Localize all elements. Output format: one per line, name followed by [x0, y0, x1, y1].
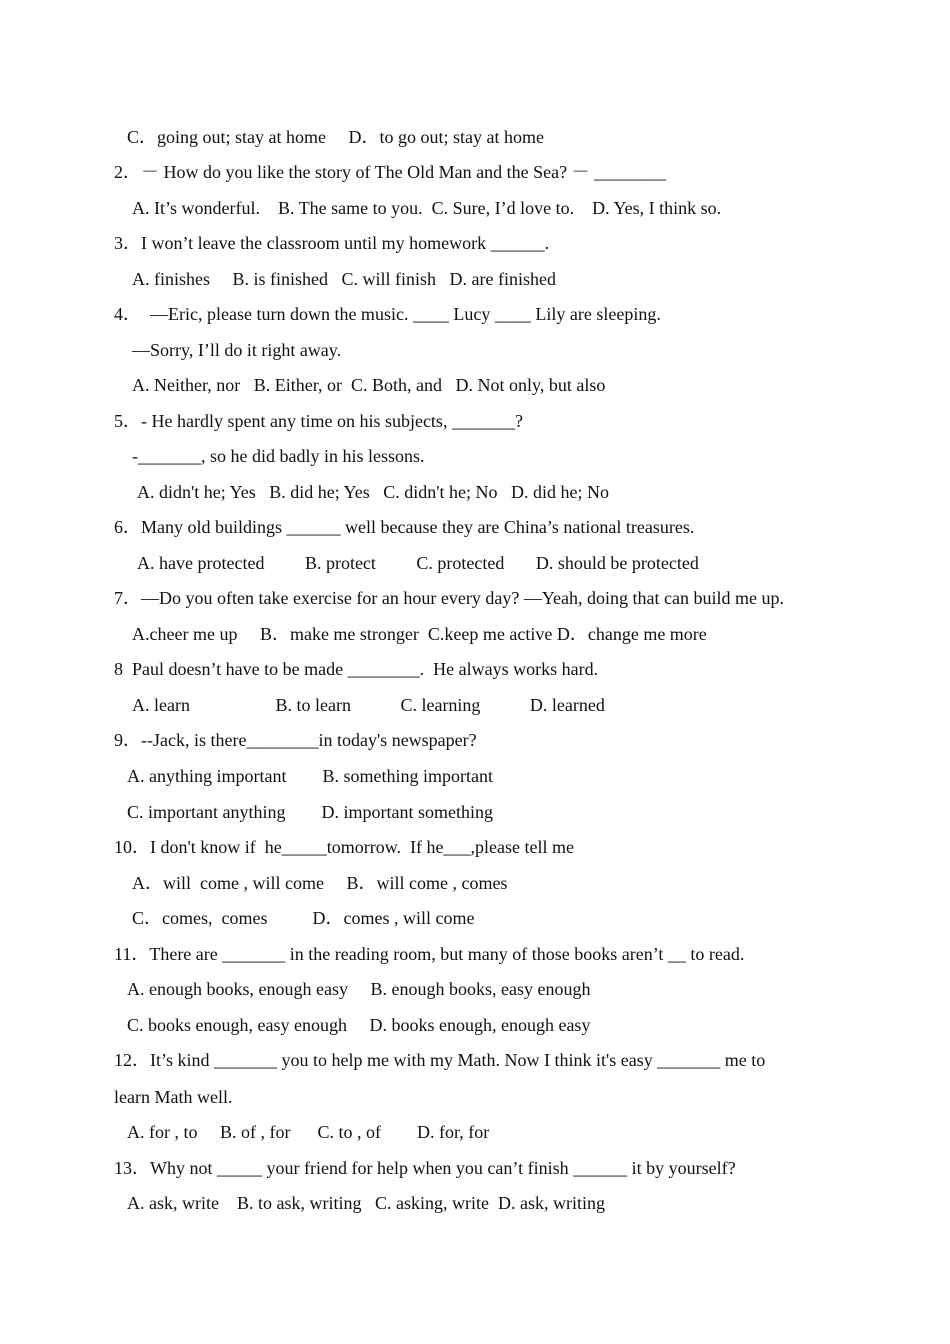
question-2: 2．－ How do you like the story of The Old Man and the Sea? － ________ — [114, 162, 667, 182]
question-6: 6．Many old buildings ______ well because they are China’s national treasures. — [114, 517, 695, 537]
options-question-9-ab: A. anything important B. something important — [127, 766, 493, 786]
question-9: 9．--Jack, is there________in today's newspaper? — [114, 730, 477, 750]
question-4-reply: —Sorry, I’ll do it right away. — [132, 340, 342, 360]
options-question-5: A. didn't he; Yes B. did he; Yes C. didn't he; No D. did he; No — [137, 482, 610, 502]
question-3: 3．I won’t leave the classroom until my homework ______. — [114, 233, 550, 253]
option-line-1c-1d: C．going out; stay at home D．to go out; stay at home — [127, 127, 544, 147]
options-question-13: A. ask, write B. to ask, writing C. asking, write D. ask, writing — [127, 1193, 605, 1213]
options-question-9-cd: C. important anything D. important something — [127, 802, 493, 822]
question-5: 5．- He hardly spent any time on his subjects, _______? — [114, 411, 523, 431]
options-question-11-ab: A. enough books, enough easy B. enough books, easy enough — [127, 979, 591, 999]
question-5-reply: -_______, so he did badly in his lessons. — [132, 446, 425, 466]
options-question-3: A. finishes B. is finished C. will finish D. are finished — [132, 269, 556, 289]
question-11: 11．There are _______ in the reading room, but many of those books aren’t __ to read. — [114, 944, 745, 964]
options-question-2: A. It’s wonderful. B. The same to you. C. Sure, I’d love to. D. Yes, I think so. — [132, 198, 722, 218]
options-question-10-cd: C．comes, comes D．comes , will come — [132, 908, 475, 928]
question-12-continued: learn Math well. — [114, 1087, 233, 1107]
question-10: 10．I don't know if he_____tomorrow. If he___,please tell me — [114, 837, 574, 857]
question-8: 8 Paul doesn’t have to be made ________. He always works hard. — [114, 659, 599, 679]
question-4: 4． —Eric, please turn down the music. ____ Lucy ____ Lily are sleeping. — [114, 304, 661, 324]
options-question-4: A. Neither, nor B. Either, or C. Both, and D. Not only, but also — [132, 375, 606, 395]
options-question-7: A.cheer me up B．make me stronger C.keep me active D．change me more — [132, 624, 707, 644]
question-13: 13．Why not _____ your friend for help when you can’t finish ______ it by yourself? — [114, 1158, 736, 1178]
options-question-11-cd: C. books enough, easy enough D. books enough, enough easy — [127, 1015, 591, 1035]
options-question-12: A. for , to B. of , for C. to , of D. for, for — [127, 1122, 490, 1142]
question-12: 12．It’s kind _______ you to help me with my Math. Now I think it's easy _______ me to — [114, 1050, 766, 1070]
options-question-10-ab: A．will come , will come B．will come , comes — [132, 873, 508, 893]
options-question-8: A. learn B. to learn C. learning D. learned — [132, 695, 605, 715]
question-7: 7．—Do you often take exercise for an hour every day? —Yeah, doing that can build me up. — [114, 588, 784, 608]
options-question-6: A. have protected B. protect C. protected D. should be protected — [137, 553, 699, 573]
